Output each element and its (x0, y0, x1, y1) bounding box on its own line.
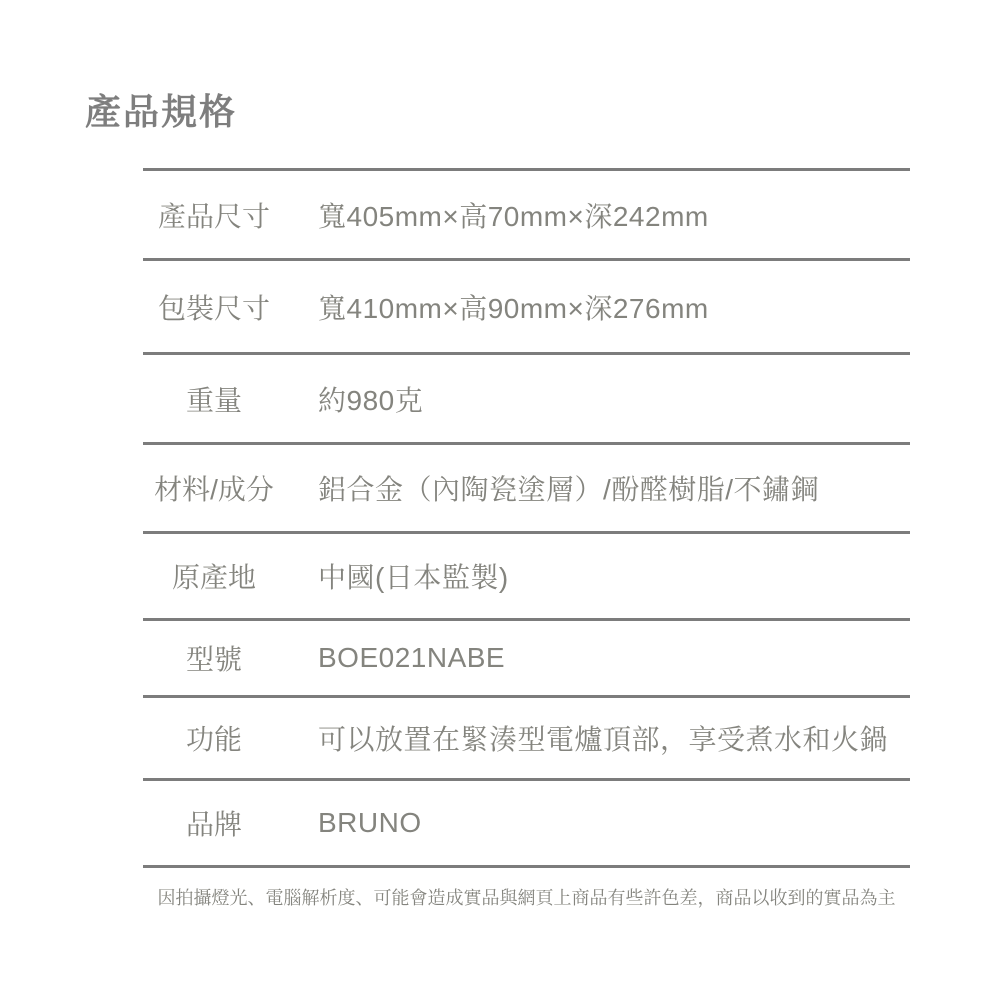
table-row-package-size (143, 258, 910, 352)
table-row-function (143, 695, 910, 778)
spec-value: 寬410mm×高90mm×深276mm (318, 292, 709, 324)
spec-value: 約980克 (318, 384, 424, 416)
spec-label: 型號 (185, 644, 242, 675)
spec-label: 包裝尺寸 (157, 292, 270, 324)
spec-table (143, 168, 910, 868)
table-row-product-size (143, 168, 910, 258)
spec-label: 重量 (185, 384, 242, 416)
spec-value: 鋁合金（內陶瓷塗層）/酚醛樹脂/不鏽鋼 (318, 474, 820, 505)
spec-value: 可以放置在緊湊型電爐頂部，享受煮水和火鍋 (318, 724, 889, 755)
disclaimer-note: 因拍攝燈光、電腦解析度、可能會造成實品與網頁上商品有些許色差，商品以收到的實品為主 (157, 888, 896, 908)
table-row-material (143, 442, 910, 531)
page-title: 產品規格 (85, 91, 238, 132)
spec-label: 功能 (185, 724, 242, 755)
spec-label: 材料/成分 (154, 474, 274, 505)
table-row-model (143, 618, 910, 695)
spec-value: 寬405mm×高70mm×深242mm (318, 200, 709, 232)
spec-label: 產品尺寸 (157, 200, 270, 232)
table-row-origin (143, 531, 910, 618)
spec-label: 品牌 (185, 809, 242, 840)
spec-value: BRUNO (318, 807, 422, 838)
table-row-brand (143, 778, 910, 865)
spec-value: BOE021NABE (318, 642, 506, 673)
spec-label: 原產地 (171, 562, 256, 593)
spec-value: 中國(日本監製) (318, 562, 509, 593)
table-row-weight (143, 352, 910, 442)
